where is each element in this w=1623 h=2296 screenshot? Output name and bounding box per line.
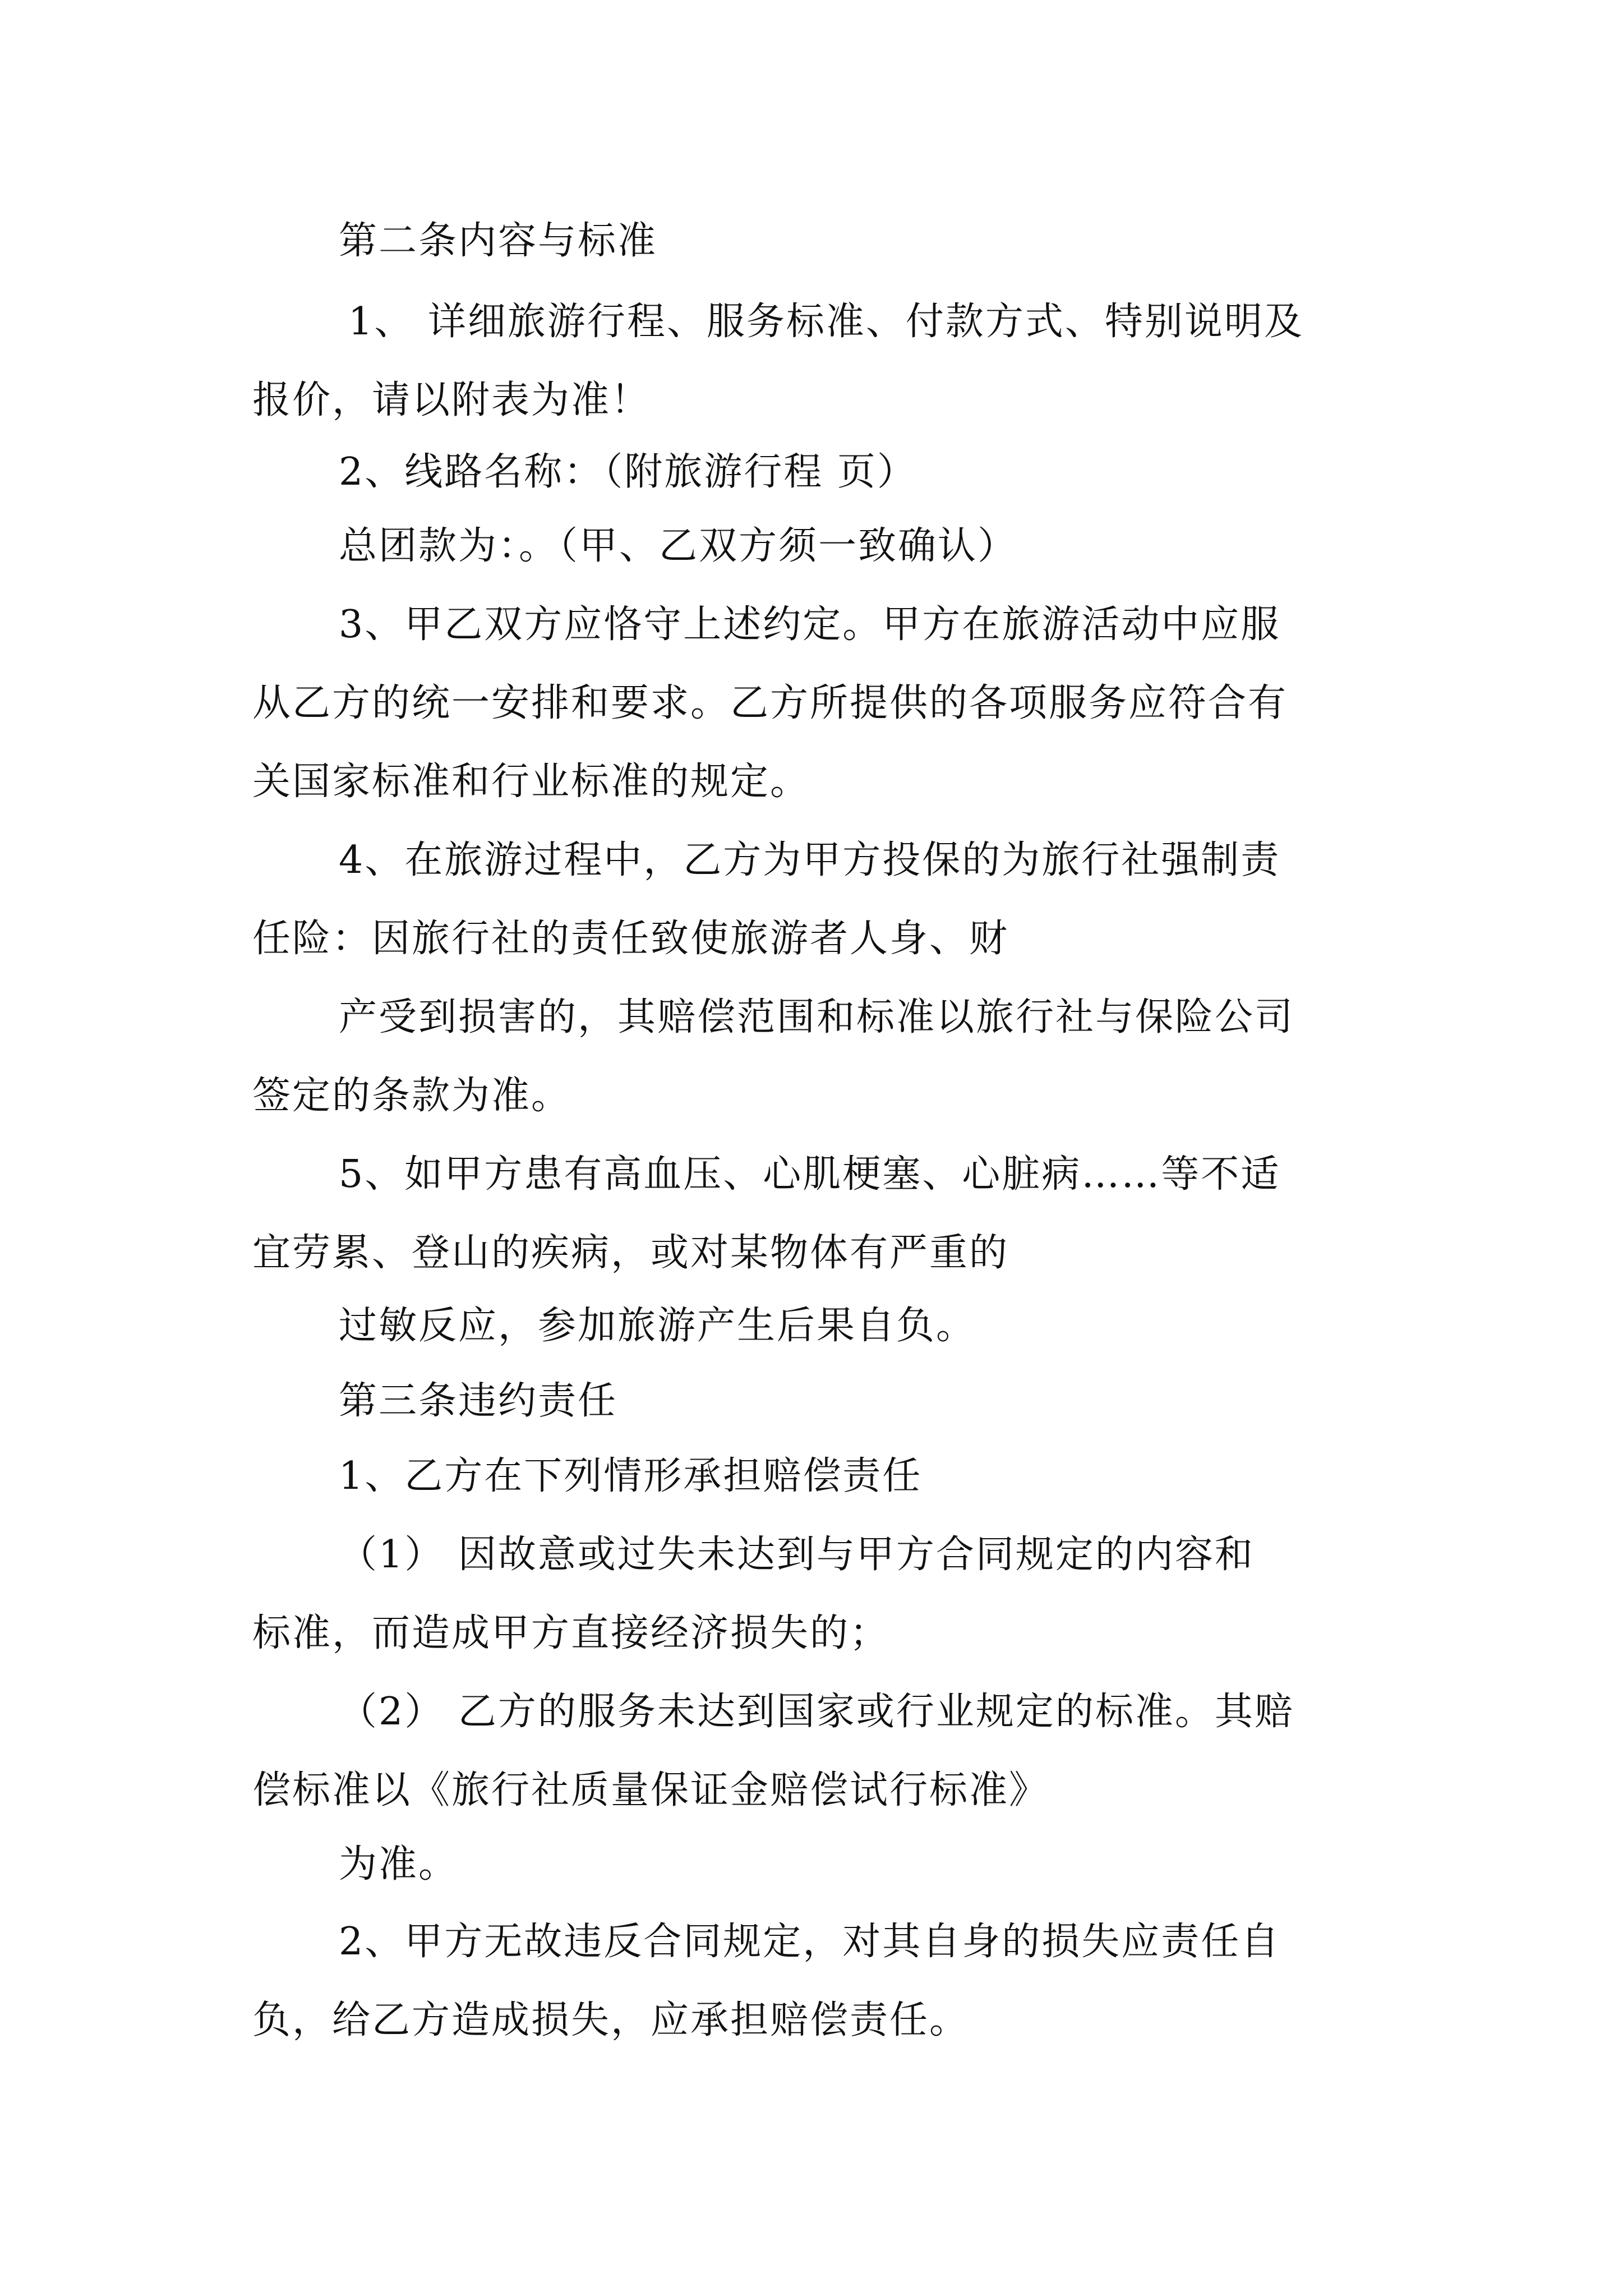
- clause-3-1-item-2-line-2: 偿标准以《旅行社质量保证金赔偿试行标准》: [252, 1768, 1049, 1812]
- clause-2-1-line-1: 1、 详细旅游行程、服务标准、付款方式、特别说明及: [348, 300, 1304, 344]
- clause-2-4-line-1: 4、在旅游过程中，乙方为甲方投保的为旅行社强制责: [339, 838, 1281, 882]
- clause-2-2-route-name: 2、线路名称：（附旅游行程 页）: [339, 450, 917, 494]
- clause-2-3-line-2: 从乙方的统一安排和要求。乙方所提供的各项服务应符合有: [252, 681, 1288, 725]
- section-3-heading: 第三条违约责任: [339, 1379, 618, 1423]
- clause-2-5-line-1: 5、如甲方患有高血压、心肌梗塞、心脏病……等不适: [339, 1152, 1281, 1197]
- clause-2-4-line-4: 签定的条款为准。: [252, 1074, 571, 1118]
- clause-3-2-line-1: 2、甲方无故违反合同规定，对其自身的损失应责任自: [339, 1920, 1281, 1964]
- clause-3-1-item-1-line-2: 标准，而造成甲方直接经济损失的；: [252, 1611, 890, 1655]
- clause-2-4-line-3: 产受到损害的，其赔偿范围和标准以旅行社与保险公司: [339, 995, 1295, 1039]
- clause-2-3-line-1: 3、甲乙双方应恪守上述约定。甲方在旅游活动中应服: [339, 602, 1281, 647]
- section-2-heading: 第二条内容与标准: [339, 219, 658, 263]
- clause-2-1-line-2: 报价，请以附表为准！: [252, 378, 651, 422]
- clause-2-5-line-2: 宜劳累、登山的疾病，或对某物体有严重的: [252, 1231, 1009, 1275]
- clause-3-1-item-1-line-1: （1） 因故意或过失未达到与甲方合同规定的内容和: [339, 1533, 1255, 1577]
- clause-3-1-item-2-line-3: 为准。: [339, 1842, 459, 1887]
- clause-3-1-item-2-line-1: （2） 乙方的服务未达到国家或行业规定的标准。其赔: [339, 1690, 1294, 1734]
- clause-2-5-line-3: 过敏反应，参加旅游产生后果自负。: [339, 1304, 976, 1348]
- clause-2-4-line-2: 任险：因旅行社的责任致使旅游者人身、财: [252, 917, 1009, 961]
- clause-2-2-total-fee: 总团款为：。（甲、乙双方须一致确认）: [339, 524, 1018, 568]
- clause-2-3-line-3: 关国家标准和行业标准的规定。: [252, 760, 810, 804]
- clause-3-2-line-2: 负，给乙方造成损失，应承担赔偿责任。: [252, 1998, 970, 2042]
- clause-3-1-heading: 1、乙方在下列情形承担赔偿责任: [339, 1454, 923, 1498]
